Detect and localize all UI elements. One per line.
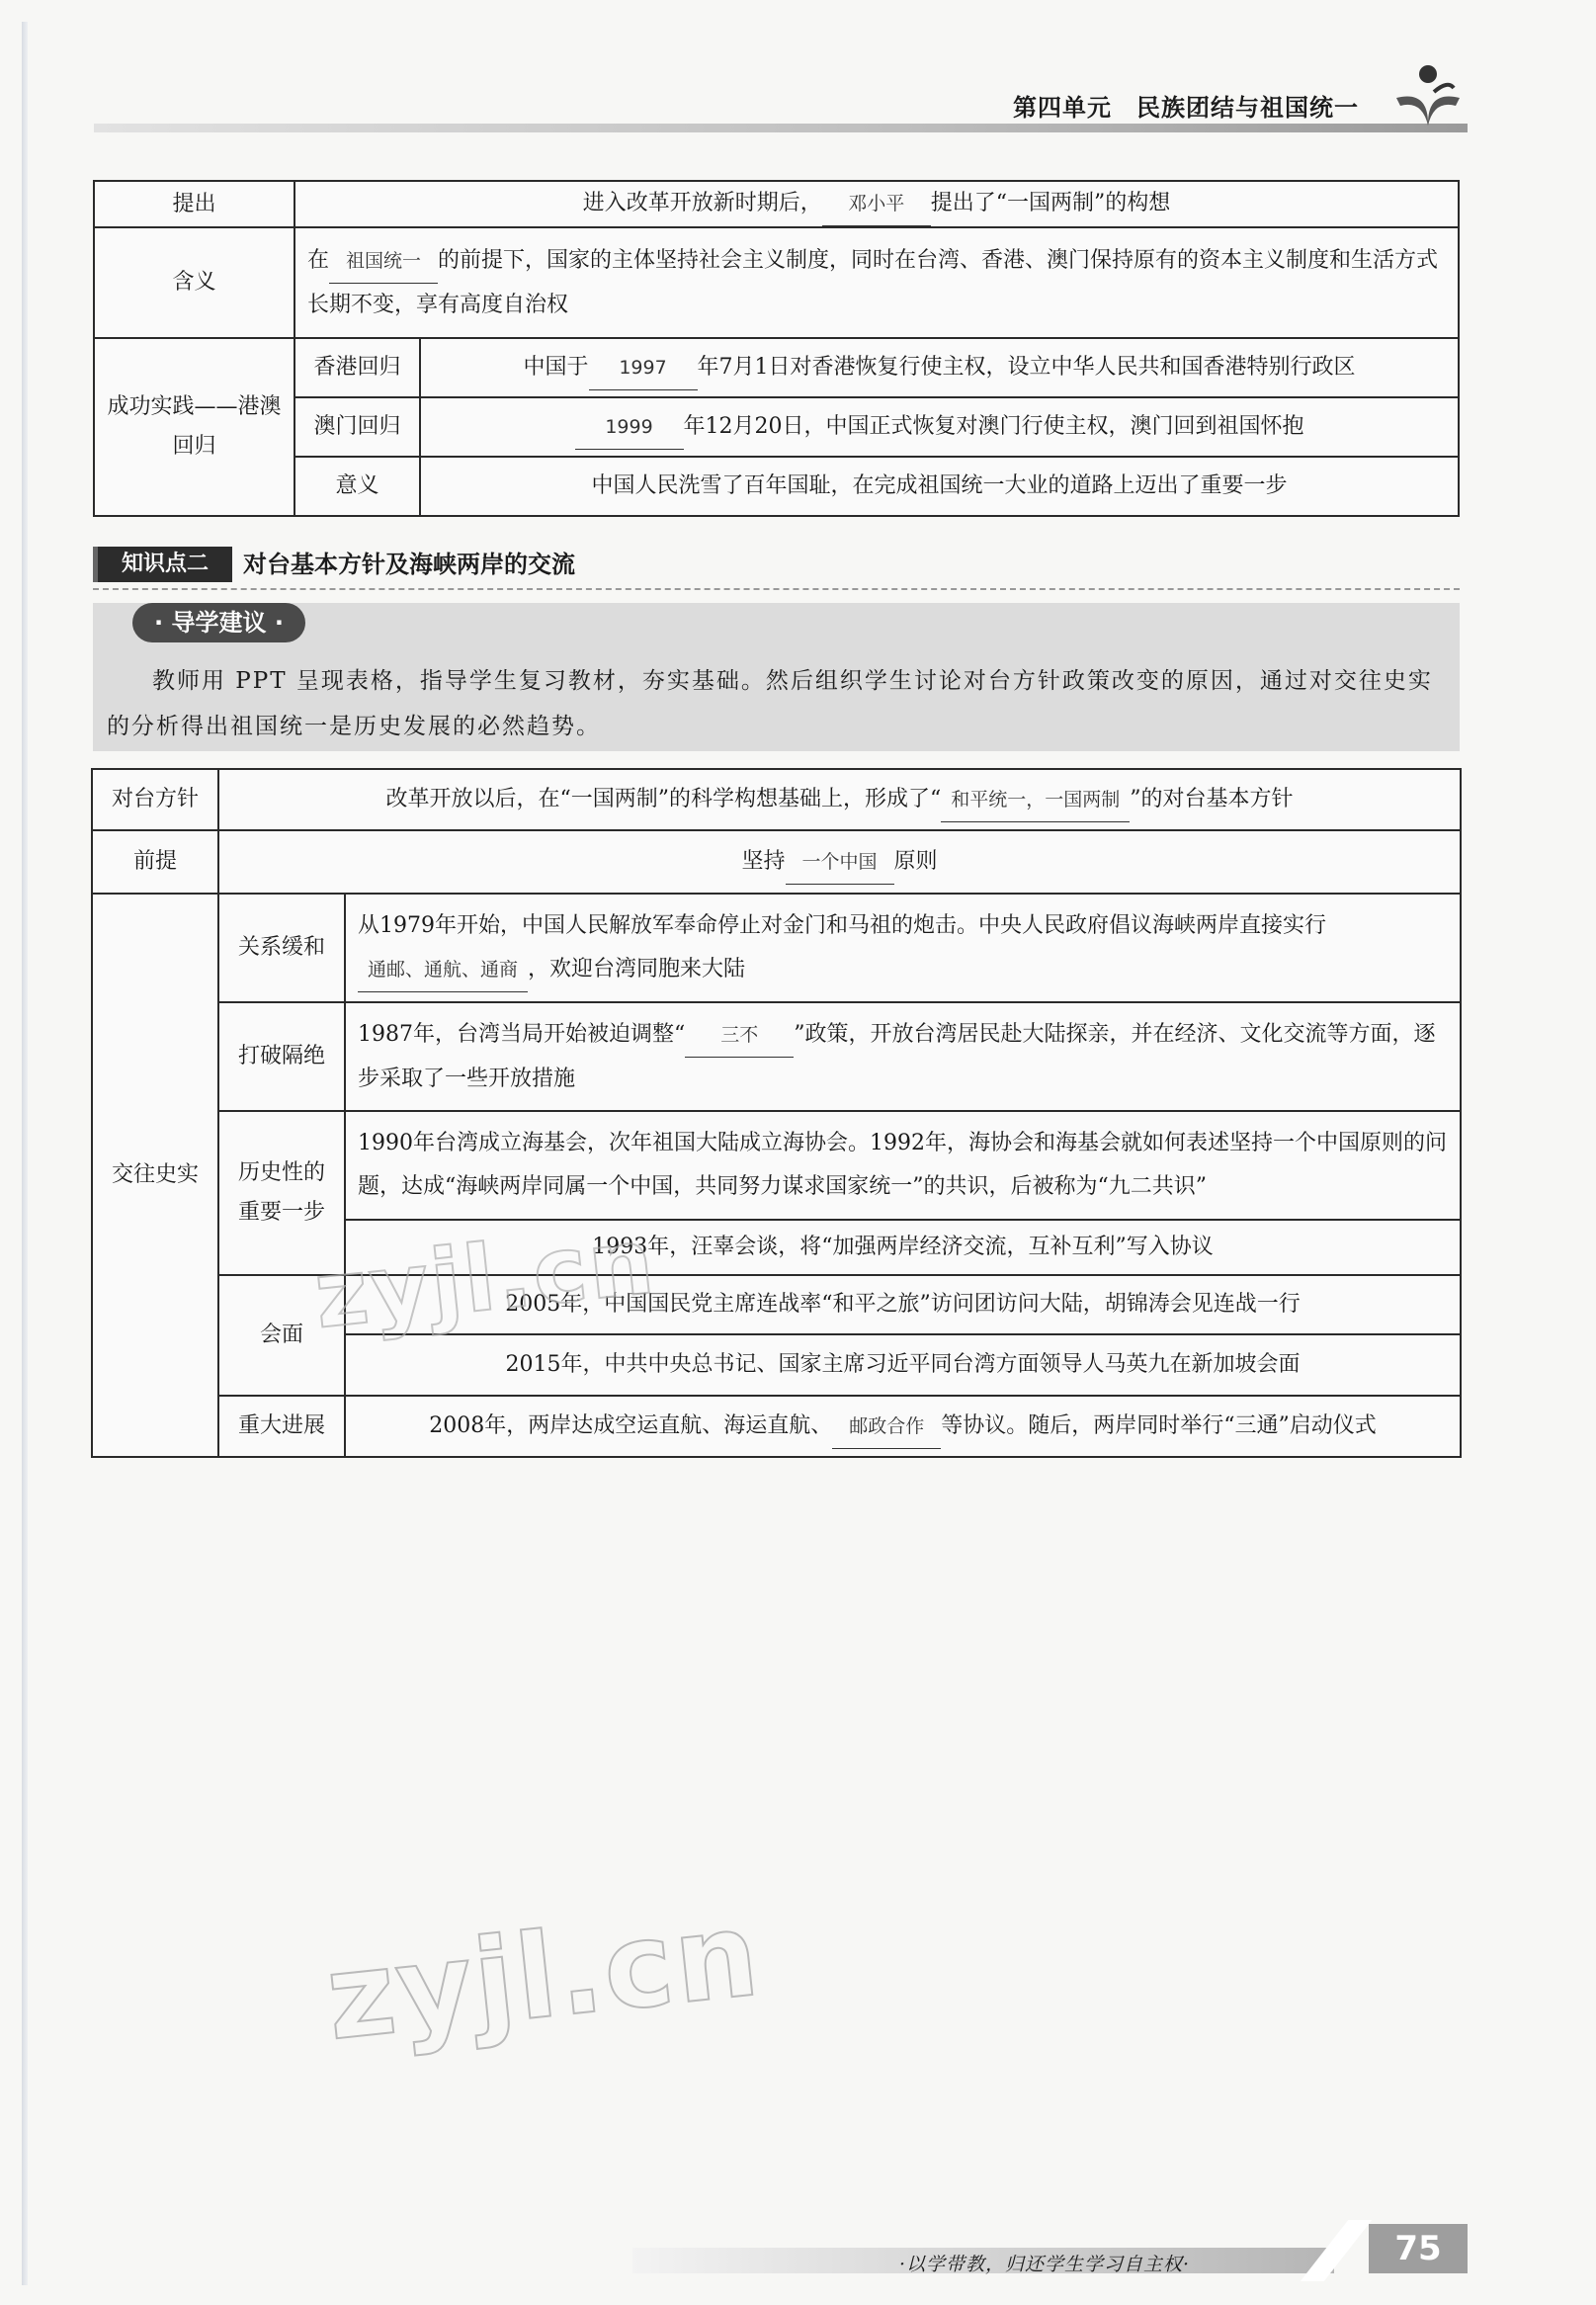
table-row (92, 1275, 1461, 1334)
knowledge-point-heading (93, 547, 1460, 584)
handwritten-answer: 通邮、通航、通商 (358, 948, 528, 992)
dashed-divider (93, 588, 1460, 590)
row-label-proposal: 提出 (94, 181, 294, 227)
page-edge (22, 22, 28, 2285)
meeting-label: 会面 (218, 1275, 345, 1396)
hk-cell (420, 338, 1459, 397)
meaning-cell (294, 227, 1459, 338)
premise-cell (218, 830, 1461, 894)
unit-title: 第四单元 民族团结与祖国统一 (1013, 94, 1359, 122)
macau-cell (420, 397, 1459, 457)
significance-cell: 中国人民洗雪了百年国耻，在完成祖国统一大业的道路上迈出了重要一步 (420, 457, 1459, 516)
proposal-cell (294, 181, 1459, 227)
reading-person-logo-icon (1388, 62, 1468, 129)
text-segment: 原则 (893, 848, 938, 874)
table-row (94, 181, 1459, 227)
page-number: 75 (1369, 2224, 1468, 2273)
taiwan-policy-table (91, 768, 1462, 1458)
policy-cell (218, 769, 1461, 830)
page-footer (632, 2224, 1468, 2273)
progress-cell (345, 1396, 1461, 1457)
table-row (94, 338, 1459, 397)
hk-label: 香港回归 (294, 338, 420, 397)
easing-cell (345, 894, 1461, 1002)
table-row (92, 830, 1461, 894)
table-row (94, 397, 1459, 457)
text-segment: 坚持 (741, 848, 786, 874)
easing-label: 关系缓和 (218, 894, 345, 1002)
text-segment: ”的对台基本方针 (1130, 786, 1294, 811)
handwritten-answer: 一个中国 (786, 840, 894, 885)
macau-label: 澳门回归 (294, 397, 420, 457)
text-segment: 年7月1日对香港恢复行使主权，设立中华人民共和国香港特别行政区 (697, 354, 1356, 380)
row-label-premise: 前提 (92, 830, 218, 894)
knowledge-point-title: 对台基本方针及海峡两岸的交流 (243, 551, 575, 578)
header-bar (94, 124, 1468, 132)
table-row (94, 227, 1459, 338)
watermark: zyjl.cn (309, 1208, 661, 1349)
table-row (92, 1111, 1461, 1220)
knowledge-point-tag: 知识点二 (93, 547, 232, 582)
break-cell (345, 1002, 1461, 1111)
one-country-two-systems-table (93, 180, 1460, 517)
row-label-policy: 对台方针 (92, 769, 218, 830)
handwritten-answer: 1999 (575, 405, 684, 450)
table-row (92, 1002, 1461, 1111)
meeting-cell-1: 2005年，中国国民党主席连战率“和平之旅”访问团访问大陆，胡锦涛会见连战一行 (345, 1275, 1461, 1334)
table-row (94, 457, 1459, 516)
text-segment: 在 (307, 247, 330, 273)
text-segment: 1987年，台湾当局开始被迫调整“ (358, 1021, 686, 1047)
footer-slogan: ·以学带教，归还学生学习自主权· (899, 2254, 1191, 2275)
text-segment: 年12月20日，中国正式恢复对澳门行使主权，澳门回到祖国怀抱 (683, 413, 1304, 439)
study-guide-box (93, 603, 1460, 751)
text-segment: 的前提下，国家的主体坚持社会主义制度，同时在台湾、香港、澳门保持原有的资本主义制度和生活方式长期不变，享有高度自治权 (307, 247, 1439, 317)
step-cell-2: 1993年，汪辜会谈，将“加强两岸经济交流，互补互利”写入协议 (345, 1220, 1461, 1275)
text-segment: ，欢迎台湾同胞来大陆 (528, 956, 746, 982)
table-row (92, 1396, 1461, 1457)
step-label: 历史性的重要一步 (218, 1111, 345, 1275)
table-row (92, 894, 1461, 1002)
watermark: zyjl.cn (319, 1885, 767, 2067)
step-cell-1: 1990年台湾成立海基会，次年祖国大陆成立海协会。1992年，海协会和海基会就如何表述坚持一个中国原则的问题，达成“海峡两岸同属一个中国，共同努力谋求国家统一”的共识，后被称为“九二共识” (345, 1111, 1461, 1220)
handwritten-answer: 邮政合作 (832, 1405, 941, 1449)
break-label: 打破隔绝 (218, 1002, 345, 1111)
progress-label: 重大进展 (218, 1396, 345, 1457)
study-guide-tag: · 导学建议 · (132, 603, 305, 642)
row-label-practice: 成功实践——港澳回归 (94, 338, 294, 516)
significance-label: 意义 (294, 457, 420, 516)
row-label-exchange: 交往史实 (92, 894, 218, 1457)
text-segment: 从1979年开始，中国人民解放军奉命停止对金门和马祖的炮击。中央人民政府倡议海峡两岸直接实行 (358, 912, 1326, 938)
text-segment: 2008年，两岸达成空运直航、海运直航、 (429, 1412, 833, 1438)
page-header (94, 84, 1468, 143)
row-label-meaning: 含义 (94, 227, 294, 338)
text-segment: ”政策，开放台湾居民赴大陆探亲，并在经济、文化交流等方面，逐步采取了一些开放措施 (358, 1021, 1436, 1091)
handwritten-answer: 三不 (685, 1013, 794, 1058)
text-segment: 进入改革开放新时期后， (582, 191, 822, 215)
handwritten-answer: 祖国统一 (329, 239, 438, 284)
handwritten-answer: 和平统一，一国两制 (941, 778, 1130, 822)
handwritten-answer: 邓小平 (822, 182, 931, 226)
table-row (92, 769, 1461, 830)
meeting-cell-2: 2015年，中共中央总书记、国家主席习近平同台湾方面领导人马英九在新加坡会面 (345, 1334, 1461, 1396)
handwritten-answer: 1997 (589, 346, 698, 390)
text-segment: 改革开放以后，在“一国两制”的科学构想基础上，形成了“ (385, 786, 942, 811)
text-segment: 提出了“一国两制”的构想 (930, 191, 1171, 215)
study-guide-text: 教师用 PPT 呈现表格，指导学生复习教材，夯实基础。然后组织学生讨论对台方针政策改变的原因，通过对交往史实的分析得出祖国统一是历史发展的必然趋势。 (107, 668, 1433, 739)
text-segment: 中国于 (523, 354, 589, 380)
text-segment: 等协议。随后，两岸同时举行“三通”启动仪式 (941, 1412, 1377, 1438)
